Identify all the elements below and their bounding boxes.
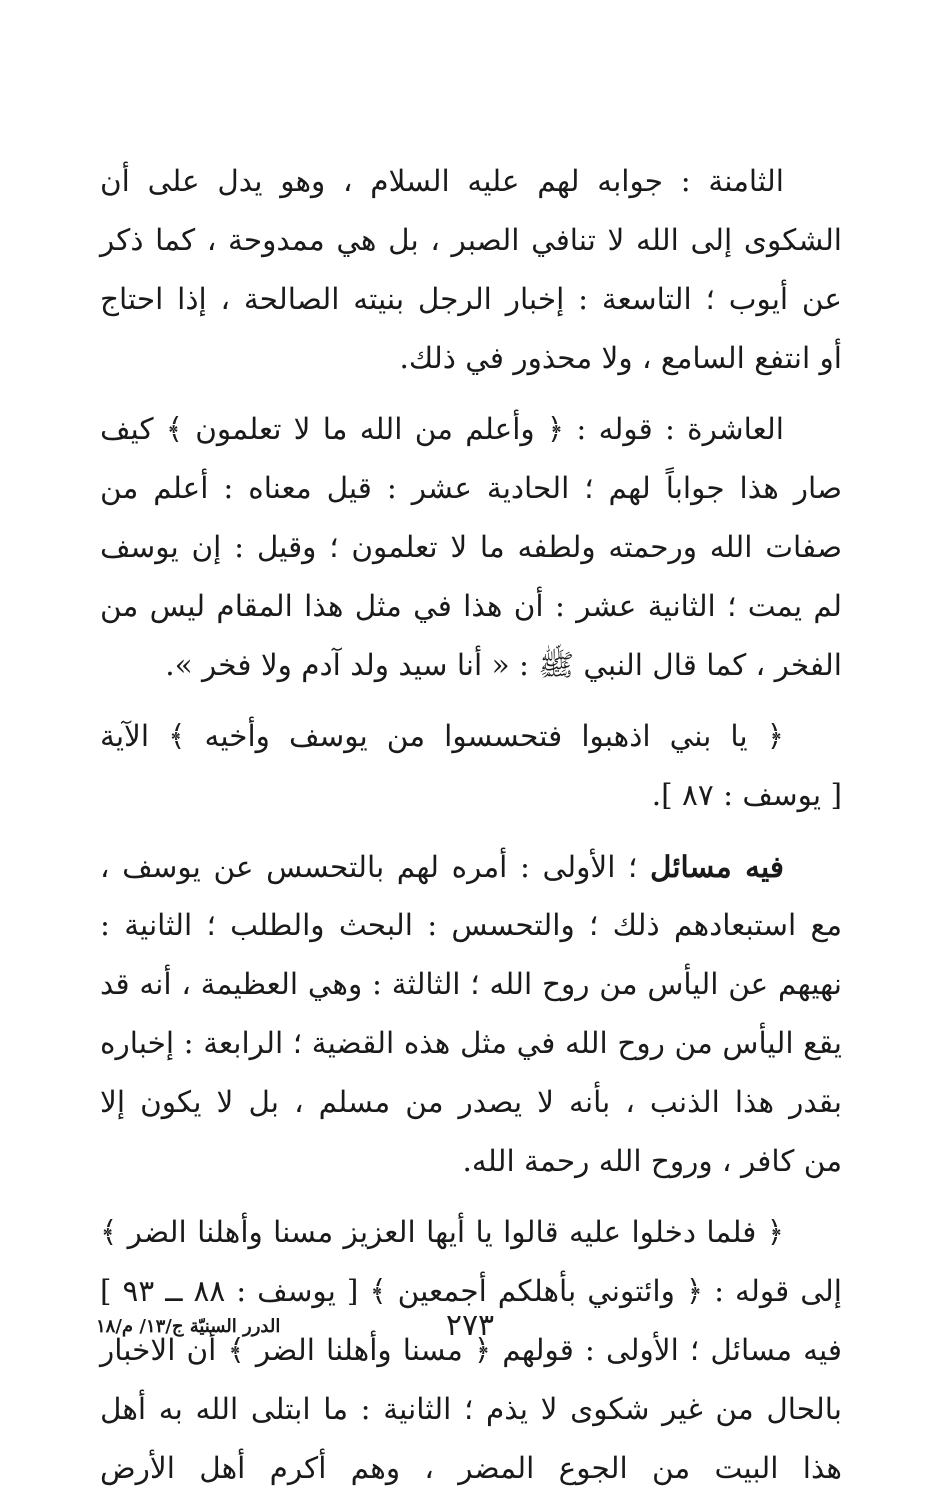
- text-line: العاشرة : قوله : ﴿ وأعلم من الله ما لا تعلمون ﴾ كيف: [100, 412, 784, 446]
- text-line: من كافر ، وروح الله رحمة الله.: [462, 1144, 842, 1178]
- text-line: صفات الله ورحمته ولطفه ما لا تعلمون ؛ وقيل : إن يوسف: [100, 530, 842, 564]
- text-line: بقدر هذا الذنب ، بأنه لا يصدر من مسلم ، بل لا يكون إلا: [100, 1085, 842, 1119]
- text-line: الفخر ، كما قال النبي ﷺ : « أنا سيد ولد آدم ولا فخر ».: [165, 648, 842, 682]
- text-line: [100, 837, 842, 896]
- text-line: صار هذا جواباً لهم ؛ الحادية عشر : قيل معناه : أعلم من: [100, 471, 842, 505]
- text-line-rest: ؛ الأولى : أمره لهم بالتحسس عن يوسف ،: [100, 850, 650, 884]
- text-line: هذا البيت من الجوع المضر ، وهم أكرم أهل الأرض: [100, 1451, 842, 1485]
- paragraph-verse-88-93: [100, 1203, 842, 1498]
- page-number: ٢٧٣: [445, 1308, 495, 1343]
- text-line: نهيهم عن اليأس من روح الله ؛ الثالثة : وهي العظيمة ، أنه قد: [100, 967, 842, 1001]
- paragraph-tenth: [100, 400, 842, 695]
- text-line: الشكوى إلى الله لا تنافي الصبر ، بل هي ممدوحة ، كما ذكر: [100, 223, 842, 257]
- issues-lead: فيه مسائل: [650, 849, 784, 884]
- paragraph-issues-87: [100, 837, 842, 1191]
- text-line: ﴿ يا بني اذهبوا فتحسسوا من يوسف وأخيه ﴾ الآية: [100, 719, 784, 753]
- text-line: يقع اليأس من روح الله في مثل هذه القضية ؛ الرابعة : إخباره: [100, 1026, 842, 1060]
- text-line: بالحال من غير شكوى لا يذم ؛ الثانية : ما ابتلى الله به أهل: [100, 1392, 842, 1426]
- text-line: ﴿ فلما دخلوا عليه قالوا يا أيها العزيز مسنا وأهلنا الضر ﴾: [100, 1215, 784, 1249]
- text-line: فيه مسائل ؛ الأولى : قولهم ﴿ مسنا وأهلنا الضر ﴾ أن الاخبار: [100, 1333, 842, 1367]
- text-line: الثامنة : جوابه لهم عليه السلام ، وهو يدل على أن: [100, 164, 784, 198]
- main-text: [100, 152, 842, 1510]
- text-line: لم يمت ؛ الثانية عشر : أن هذا في مثل هذا المقام ليس من: [100, 589, 842, 623]
- page-footer: [0, 1308, 944, 1348]
- paragraph-eighth: [100, 152, 842, 388]
- paragraph-verse-87: [100, 707, 842, 825]
- text-line: أو انتفع السامع ، ولا محذور في ذلك.: [399, 341, 842, 375]
- text-line: عن أيوب ؛ التاسعة : إخبار الرجل بنيته الصالحة ، إذا احتاج: [100, 282, 842, 316]
- text-line: إلى قوله : ﴿ وائتوني بأهلكم أجمعين ﴾ [ يوسف : ٨٨ ــ ٩٣ ]: [100, 1274, 842, 1308]
- source-reference: الدرر السنيّة ج/١٣/ م/١٨: [96, 1316, 281, 1337]
- text-line: مع استبعادهم ذلك ؛ والتحسس : البحث والطلب ؛ الثانية :: [100, 908, 842, 942]
- text-line: [ يوسف : ٨٧ ].: [651, 778, 842, 812]
